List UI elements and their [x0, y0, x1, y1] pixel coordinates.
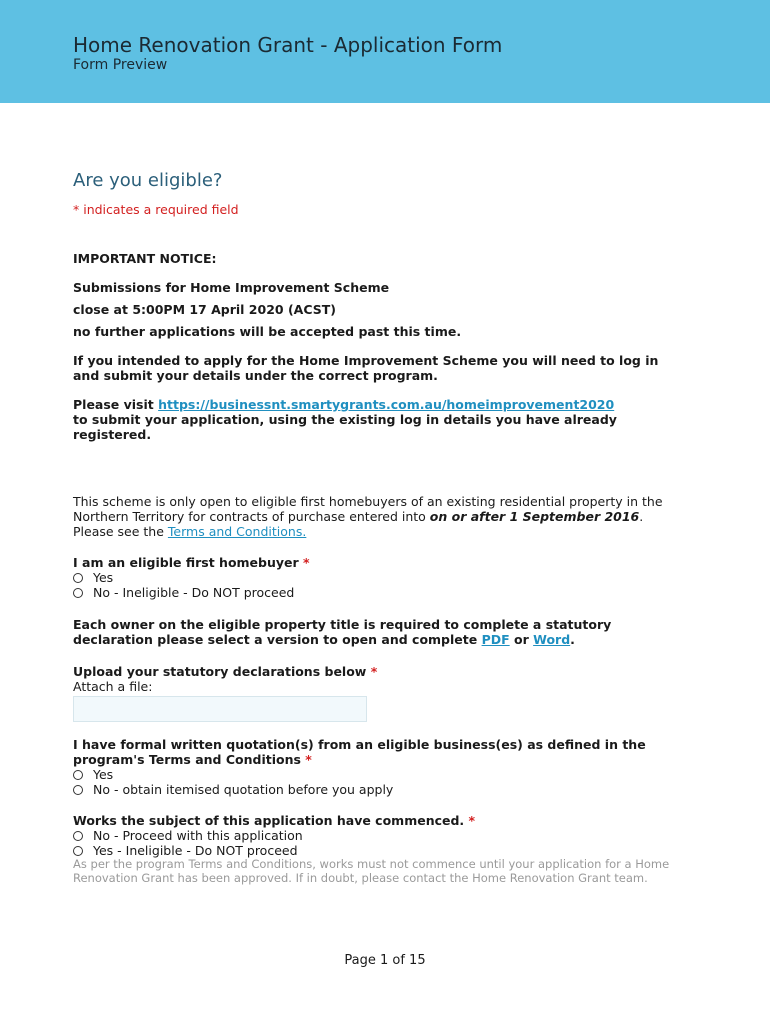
radio-option-yes[interactable] [73, 843, 673, 858]
declaration-end: . [570, 632, 575, 647]
page-indicator: Page 1 of 15 [344, 953, 426, 968]
pdf-link[interactable]: PDF [481, 632, 510, 647]
radio-label: Yes [93, 570, 114, 585]
radio-circle-icon[interactable] [73, 588, 83, 598]
radio-label: No - Proceed with this application [93, 828, 303, 843]
required-asterisk: * [370, 664, 378, 679]
radio-label: Yes [93, 767, 114, 782]
required-asterisk: * [303, 555, 310, 570]
radio-label: No - Ineligible - Do NOT proceed [93, 585, 295, 600]
radio-option-yes[interactable] [73, 570, 673, 585]
required-asterisk: * [305, 752, 312, 767]
radio-circle-icon[interactable] [73, 846, 83, 856]
file-upload-field[interactable] [73, 696, 367, 722]
notice-line-3: no further applications will be accepted past this time. [73, 324, 462, 339]
required-asterisk: * [468, 813, 476, 828]
helper-text: As per the program Terms and Conditions, works must not commence until your application for a Home Renovation Grant has been approved. If in doubt, please contact the Home Renovation Grant team. [73, 857, 670, 885]
scheme-intro-date: on or after 1 September 2016 [429, 509, 640, 524]
visit-prefix: Please visit [73, 397, 159, 412]
form-subtitle: Form Preview [73, 57, 168, 73]
radio-option-no[interactable] [73, 782, 673, 797]
scheme-intro-after: . Please see the [73, 509, 644, 539]
notice-heading: IMPORTANT NOTICE: [73, 251, 217, 266]
radio-option-no[interactable] [73, 828, 673, 843]
notice-visit [73, 397, 673, 442]
declaration-instructions [73, 617, 673, 647]
declaration-or: or [509, 632, 534, 647]
form-title: Home Renovation Grant - Application Form [73, 33, 503, 57]
upload-label: Upload your statutory declarations below [73, 664, 367, 679]
radio-circle-icon[interactable] [73, 770, 83, 780]
radio-circle-icon[interactable] [73, 785, 83, 795]
notice-line-2: close at 5:00PM 17 April 2020 (ACST) [73, 302, 336, 317]
question-label: Works the subject of this application have commenced. [73, 813, 465, 828]
visit-suffix: to submit your application, using the existing log in details you have already registered. [73, 412, 617, 442]
scheme-intro [73, 494, 673, 539]
program-link[interactable]: https://businessnt.smartygrants.com.au/homeimprovement2020 [158, 397, 615, 412]
important-notice [73, 251, 673, 442]
form-header [0, 0, 770, 103]
declaration-text: Each owner on the eligible property title is required to complete a statutory declaration please select a version to open and complete [73, 617, 612, 647]
word-link[interactable]: Word [533, 632, 571, 647]
radio-circle-icon[interactable] [73, 573, 83, 583]
notice-line-1: Submissions for Home Improvement Scheme [73, 280, 390, 295]
radio-circle-icon[interactable] [73, 831, 83, 841]
form-content [73, 168, 673, 885]
radio-option-no[interactable] [73, 585, 673, 600]
question-first-homebuyer [73, 555, 673, 600]
terms-link[interactable]: Terms and Conditions. [167, 524, 307, 539]
question-label: I am an eligible first homebuyer [73, 555, 299, 570]
section-title: Are you eligible? [73, 170, 223, 191]
scheme-intro-text: This scheme is only open to eligible first homebuyers of an existing residential property in the Northern Territory for contracts of purchase entered into [73, 494, 663, 524]
attach-file-label: Attach a file: [73, 679, 153, 694]
radio-label: No - obtain itemised quotation before you apply [93, 782, 394, 797]
question-label: I have formal written quotation(s) from an eligible business(es) as defined in the program's Terms and Conditions [73, 737, 646, 767]
required-field-note: * indicates a required field [73, 202, 239, 217]
radio-label: Yes - Ineligible - Do NOT proceed [93, 843, 298, 858]
upload-section [73, 664, 673, 722]
notice-paragraph: If you intended to apply for the Home Improvement Scheme you will need to log in and submit your details under the correct program. [73, 353, 659, 383]
question-works-commenced [73, 813, 673, 885]
question-quotation [73, 737, 673, 797]
radio-option-yes[interactable] [73, 767, 673, 782]
